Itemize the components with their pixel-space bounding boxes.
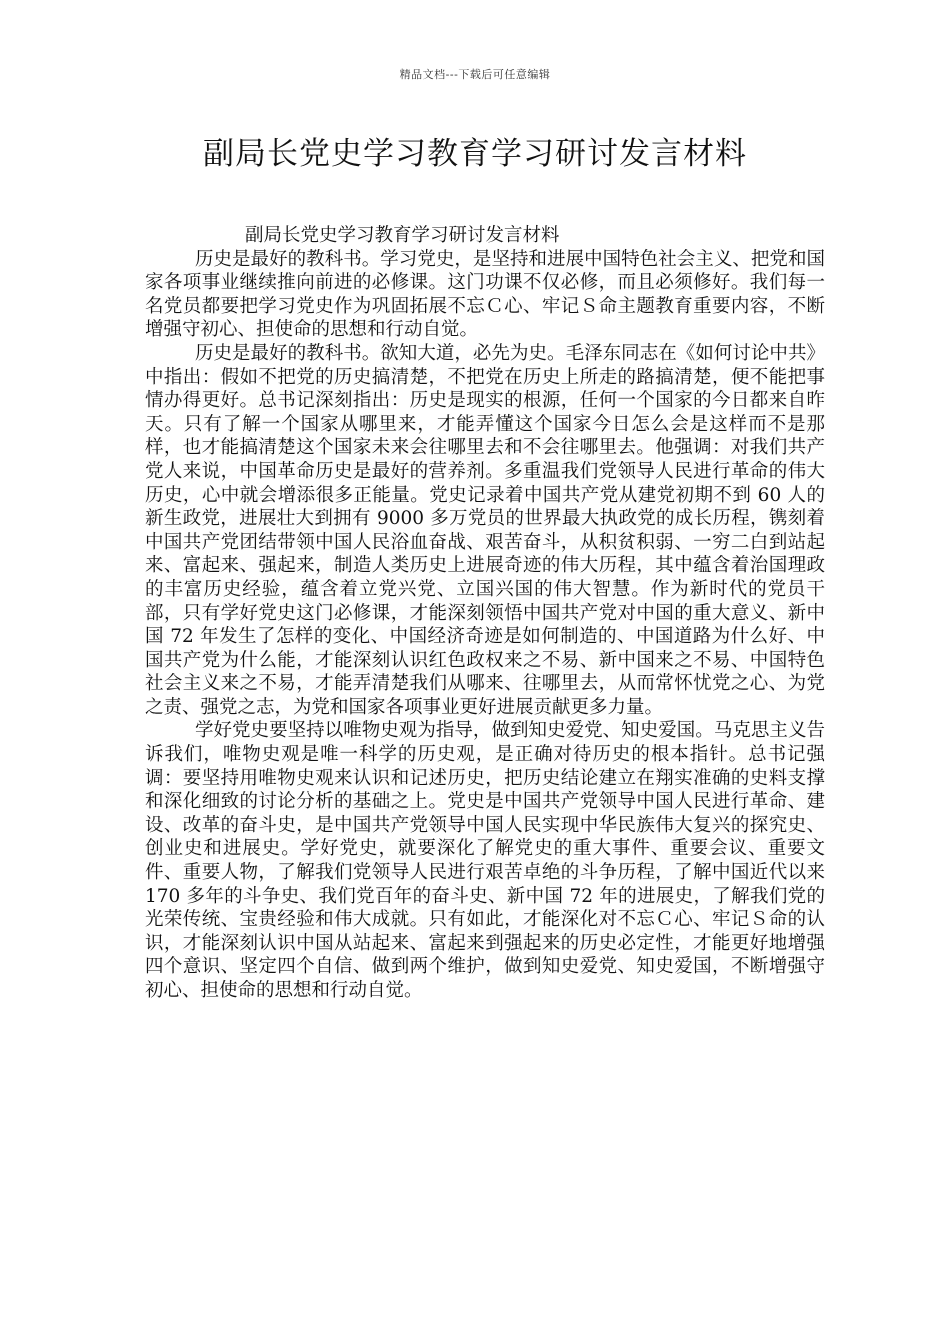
paragraph: 历史是最好的教科书。学习党史，是坚持和进展中国特色社会主义、把党和国家各项事业继续推向前进的必修课。这门功课不仅必修，而且必须修好。我们每一名党员都要把学习党史作为巩固拓展不忘Ｃ心、牢记Ｓ命主题教育重要内容，不断增强守初心、担使命的思想和行动自觉。 [145,248,825,341]
document-subtitle: 副局长党史学习教育学习研讨发言材料 [245,225,560,246]
paragraph: 学好党史要坚持以唯物史观为指导，做到知史爱党、知史爱国。马克思主义告诉我们，唯物史观是唯一科学的历史观，是正确对待历史的根本指针。总书记强调：要坚持用唯物史观来认识和记述历史，把历史结论建立在翔实准确的史料支撑和深化细致的讨论分析的基础之上。党史是中国共产党领导中国人民进行革命、建设、改革的奋斗史，是中国共产党领导中国人民实现中华民族伟大复兴的探究史、创业史和进展史。学好党史，就要深化了解党史的重大事件、重要会议、重要文件、重要人物，了解我们党领导人民进行艰苦卓绝的斗争历程，了解中国近代以来 170 多年的斗争史、我们党百年的奋斗史、新中国 72 年的进展史，了解我们党的光荣传统、宝贵经验和伟大成就。只有如此，才能深化对不忘Ｃ心、牢记Ｓ命的认识，才能深刻认识中国从站起来、富起来到强起来的历史必定性，才能更好地增强四个意识、坚定四个自信、做到两个维护，做到知史爱党、知史爱国，不断增强守初心、担使命的思想和行动自觉。 [145,720,825,1001]
document-body [145,224,825,1003]
paragraph: 历史是最好的教科书。欲知大道，必先为史。毛泽东同志在《如何讨论中共》中指出：假如不把党的历史搞清楚，不把党在历史上所走的路搞清楚，便不能把事情办得更好。总书记深刻指出：历史是现实的根源，任何一个国家的今日都来自昨天。只有了解一个国家从哪里来，才能弄懂这个国家今日怎么会是这样而不是那样，也才能搞清楚这个国家未来会往哪里去和不会往哪里去。他强调：对我们共产党人来说，中国革命历史是最好的营养剂。多重温我们党领导人民进行革命的伟大历史，心中就会增添很多正能量。党史记录着中国共产党从建党初期不到 60 人的新生政党，进展壮大到拥有 9000 多万党员的世界最大执政党的成长历程，镌刻着中国共产党团结带领中国人民浴血奋战、艰苦奋斗，从积贫积弱、一穷二白到站起来、富起来、强起来，制造人类历史上进展奇迹的伟大历程，其中蕴含着治国理政的丰富历史经验，蕴含着立党兴党、立国兴国的伟大智慧。作为新时代的党员干部，只有学好党史这门必修课，才能深刻领悟中国共产党对中国的重大意义、新中国 72 年发生了怎样的变化、中国经济奇迹是如何制造的、中国道路为什么好、中国共产党为什么能，才能深刻认识红色政权来之不易、新中国来之不易、中国特色社会主义来之不易，才能弄清楚我们从哪来、往哪里去，从而常怀忧党之心、为党之责、强党之志，为党和国家各项事业更好进展贡献更多力量。 [145,342,825,718]
header-note: 精品文档---下载后可任意编辑 [399,68,551,81]
document-title: 副局长党史学习教育学习研讨发言材料 [203,136,747,172]
